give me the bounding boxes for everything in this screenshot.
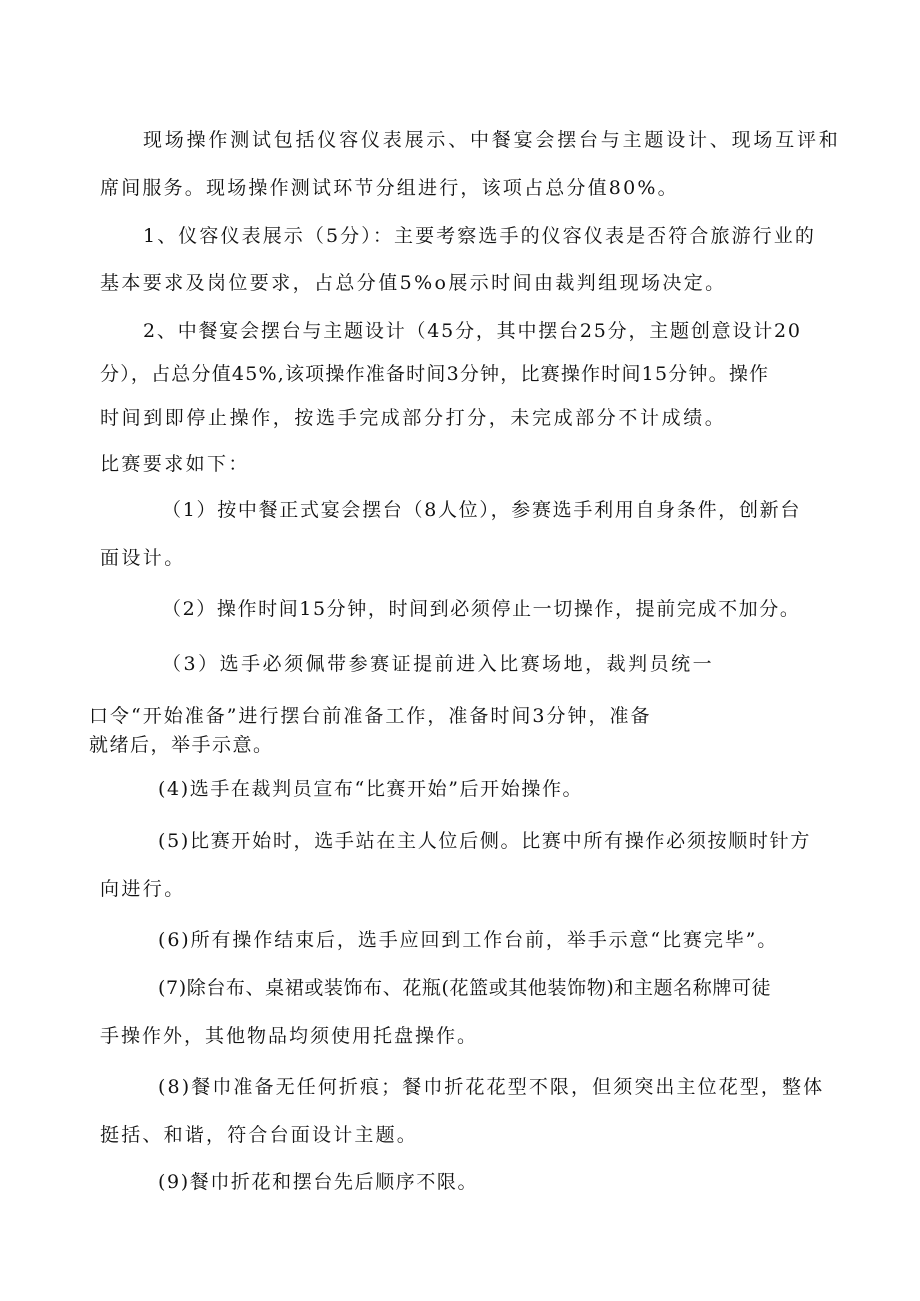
text-line: (9)餐巾折花和摆台先后顺序不限。 xyxy=(158,1171,479,1193)
text-line: 席间服务。现场操作测试环节分组进行，该项占总分值80%。 xyxy=(100,177,679,199)
text-line: 手操作外，其他物品均须使用托盘操作。 xyxy=(100,1025,479,1047)
text-line: 现场操作测试包括仪容仪表展示、中餐宴会摆台与主题设计、现场互评和 xyxy=(143,129,841,151)
text-line: (7)除台布、桌裙或装饰布、花瓶(花篮或其他装饰物)和主题名称牌可徒 xyxy=(158,977,772,999)
text-line: (5)比赛开始时，选手站在主人位后侧。比赛中所有操作必须按顺时针方 xyxy=(158,830,812,852)
text-line: (6)所有操作结束后，选手应回到工作台前，举手示意“比赛完毕”。 xyxy=(158,929,779,951)
text-line: 2、中餐宴会摆台与主题设计（45分，其中摆台25分，主题创意设计20 xyxy=(143,320,802,342)
text-line: 面设计。 xyxy=(100,547,186,569)
text-line: 挺括、和谐，符合台面设计主题。 xyxy=(100,1124,419,1146)
text-line: （2）操作时间15分钟，时间到必须停止一切操作，提前完成不加分。 xyxy=(162,598,801,620)
text-line: 就绪后，举手示意。 xyxy=(89,734,274,756)
text-line: （1）按中餐正式宴会摆台（8人位），参赛选手利用自身条件，创新台 xyxy=(162,499,802,521)
text-line: (8)餐巾准备无任何折痕；餐巾折花花型不限，但须突出主位花型，整体 xyxy=(158,1076,825,1098)
text-line: 分），占总分值45%,该项操作准备时间3分钟，比赛操作时间15分钟。操作 xyxy=(100,363,770,385)
text-line: （3）选手必须佩带参赛证提前进入比赛场地，裁判员统一 xyxy=(162,653,715,675)
text-line: 向进行。 xyxy=(100,878,186,900)
text-line: 口令“开始准备”进行摆台前准备工作，准备时间3分钟，准备 xyxy=(89,705,652,727)
text-line: 1、仪容仪表展示（5分）：主要考察选手的仪容仪表是否符合旅游行业的 xyxy=(143,225,816,247)
text-line: 时间到即停止操作，按选手完成部分打分，未完成部分不计成绩。 xyxy=(100,407,727,429)
text-line: 基本要求及岗位要求，占总分值5%o展示时间由裁判组现场决定。 xyxy=(100,272,727,294)
text-line: 比赛要求如下： xyxy=(100,453,250,475)
text-line: (4)选手在裁判员宣布“比赛开始”后开始操作。 xyxy=(158,778,584,800)
